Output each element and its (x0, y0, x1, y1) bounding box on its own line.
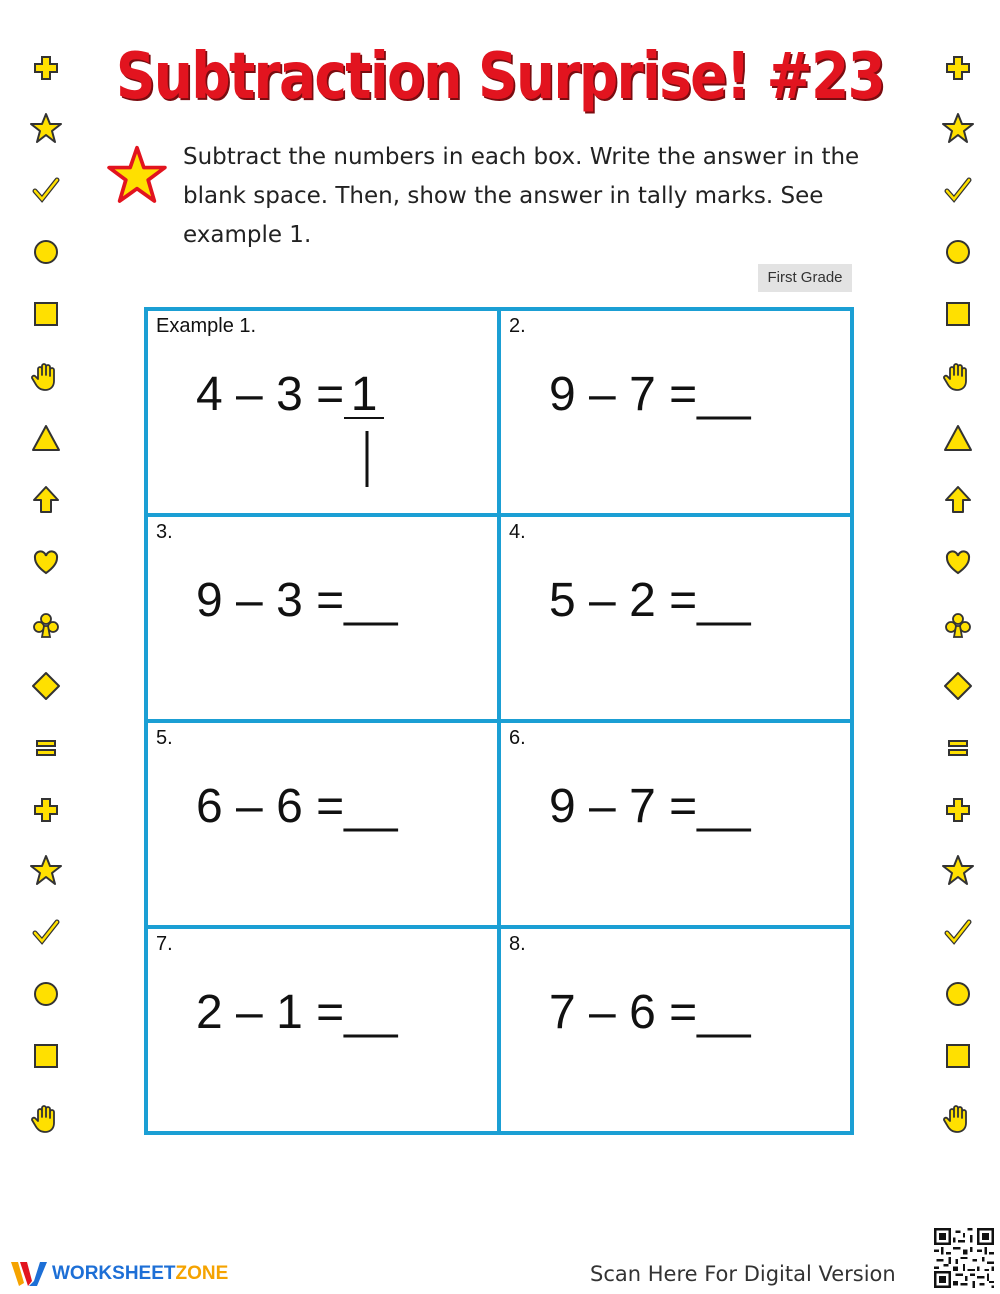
equation (549, 779, 751, 834)
hand-icon (938, 356, 978, 396)
answer-blank[interactable]: __ (697, 368, 751, 421)
equation (549, 573, 751, 628)
check-icon (938, 170, 978, 210)
equation-text: 9 – 3 = (196, 574, 345, 627)
problem-label: 5. (156, 727, 173, 749)
equation-text: 2 – 1 = (196, 986, 345, 1039)
diamond-icon (938, 666, 978, 706)
problem-box-4 (499, 515, 852, 721)
hand-icon (938, 1098, 978, 1138)
problem-box-3 (146, 515, 499, 721)
answer-blank[interactable]: __ (344, 986, 398, 1039)
club-icon (26, 606, 66, 646)
equation-text: 5 – 2 = (549, 574, 698, 627)
equation (196, 779, 398, 834)
answer-blank[interactable]: __ (697, 986, 751, 1039)
equals-icon (26, 728, 66, 768)
problem-label: 8. (509, 933, 526, 955)
circle-icon (26, 232, 66, 272)
problem-box-6 (499, 721, 852, 927)
page-title: Subtraction Surprise! #23 (115, 40, 885, 114)
instructions: Subtract the numbers in each box. Write the answer in the blank space. Then, show the answer in tally marks. See example 1. (183, 144, 860, 248)
check-icon (938, 912, 978, 952)
equation (196, 573, 398, 628)
triangle-icon (938, 418, 978, 458)
plus-icon (26, 790, 66, 830)
star-icon (26, 850, 66, 890)
diamond-icon (26, 666, 66, 706)
scan-text: Scan Here For Digital Version (590, 1262, 896, 1286)
check-icon (26, 912, 66, 952)
problem-label: 7. (156, 933, 173, 955)
problem-label: Example 1. (156, 315, 257, 337)
arrow-up-icon (26, 480, 66, 520)
plus-icon (938, 790, 978, 830)
heart-icon (26, 542, 66, 582)
answer-blank[interactable]: __ (697, 574, 751, 627)
circle-icon (938, 974, 978, 1014)
equation (196, 985, 398, 1040)
answer-blank[interactable]: 1 (344, 373, 384, 419)
equation (196, 367, 384, 422)
plus-icon (26, 48, 66, 88)
problem-label: 2. (509, 315, 526, 337)
equation (549, 985, 751, 1040)
problem-box-8 (499, 927, 852, 1133)
problem-label: 6. (509, 727, 526, 749)
problem-box-7 (146, 927, 499, 1133)
check-icon (26, 170, 66, 210)
answer-blank[interactable]: __ (344, 780, 398, 833)
club-icon (938, 606, 978, 646)
circle-icon (26, 974, 66, 1014)
right-icon-border (938, 0, 978, 1294)
plus-icon (938, 48, 978, 88)
problem-grid (144, 307, 854, 1135)
star-icon (26, 108, 66, 148)
square-icon (938, 1036, 978, 1076)
equation-text: 9 – 7 = (549, 368, 698, 421)
square-icon (26, 294, 66, 334)
triangle-icon (26, 418, 66, 458)
hand-icon (26, 356, 66, 396)
equation-text: 7 – 6 = (549, 986, 698, 1039)
problem-box-1 (146, 309, 499, 515)
problem-label: 4. (509, 521, 526, 543)
problem-box-5 (146, 721, 499, 927)
square-icon (938, 294, 978, 334)
problem-box-2 (499, 309, 852, 515)
w-logo-icon (10, 1259, 48, 1289)
left-icon-border (26, 0, 66, 1294)
heart-icon (938, 542, 978, 582)
hand-icon (26, 1098, 66, 1138)
qr-code-icon[interactable] (934, 1228, 994, 1288)
equation-text: 4 – 3 = (196, 368, 345, 421)
square-icon (26, 1036, 66, 1076)
grade-badge: First Grade (758, 264, 852, 292)
tally-mark (364, 429, 370, 489)
equals-icon (938, 728, 978, 768)
equation (549, 367, 751, 422)
equation-text: 9 – 7 = (549, 780, 698, 833)
circle-icon (938, 232, 978, 272)
problem-label: 3. (156, 521, 173, 543)
answer-blank[interactable]: __ (697, 780, 751, 833)
worksheetzone-logo[interactable] (10, 1256, 228, 1292)
answer-blank[interactable]: __ (344, 574, 398, 627)
arrow-up-icon (938, 480, 978, 520)
red-star-icon (106, 144, 168, 206)
star-icon (938, 108, 978, 148)
star-icon (938, 850, 978, 890)
equation-text: 6 – 6 = (196, 780, 345, 833)
brand-name: WORKSHEETZONE (52, 1263, 229, 1284)
